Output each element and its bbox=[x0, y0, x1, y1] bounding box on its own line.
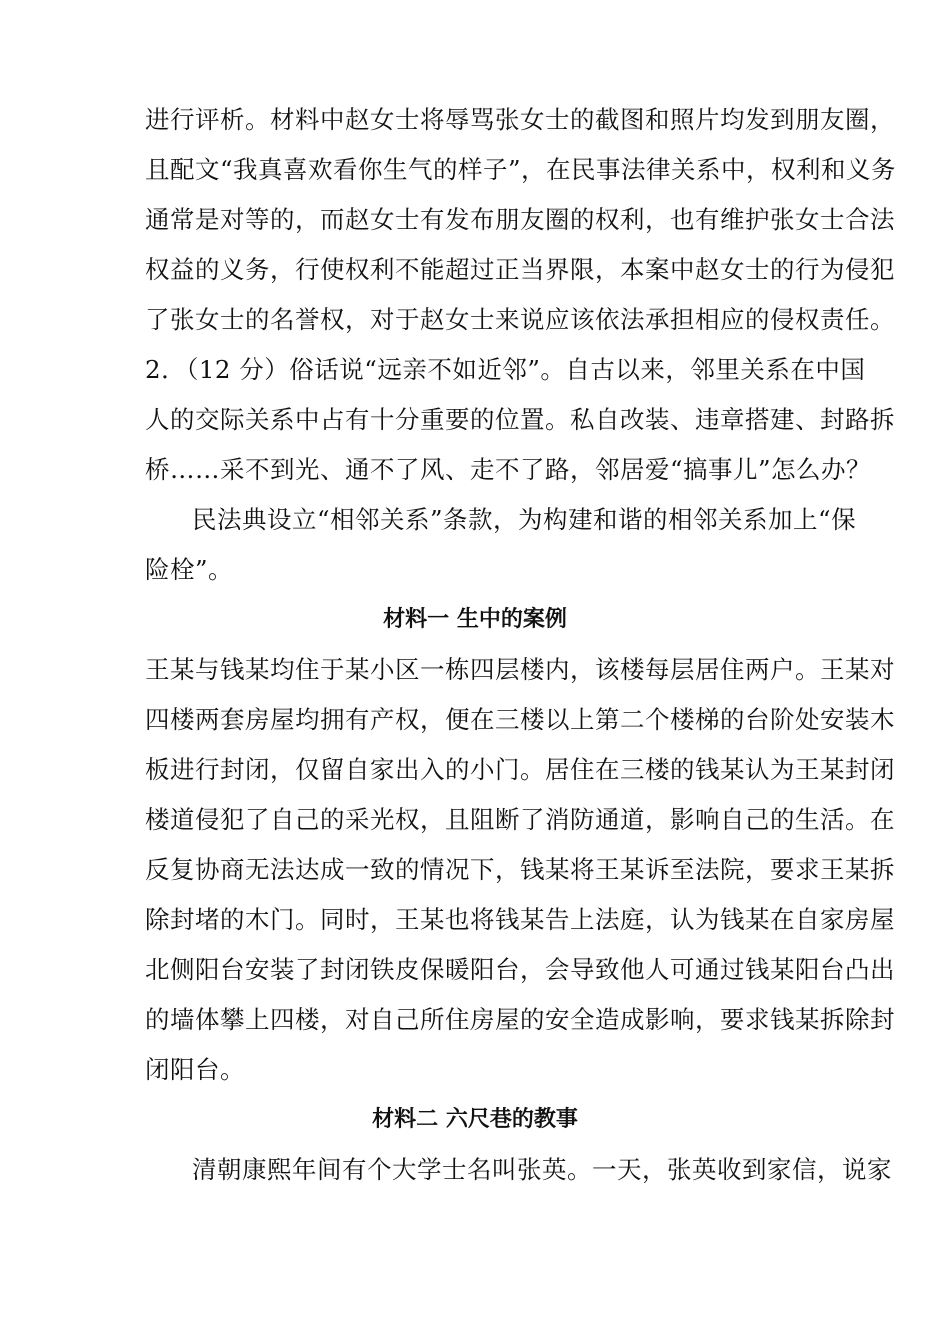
material1-title: 材料一 生中的案例 bbox=[383, 607, 567, 632]
text-line: 四楼两套房屋均拥有产权，便在三楼以上第二个楼梯的台阶处安装木 bbox=[145, 705, 895, 734]
material2-title: 材料二 六尺巷的教事 bbox=[372, 1107, 578, 1132]
text-line: 板进行封闭，仅留自家出入的小门。居住在三楼的钱某认为王某封闭 bbox=[145, 755, 895, 784]
text-line: 北侧阳台安装了封闭铁皮保暖阳台，会导致他人可通过钱某阳台凸出 bbox=[145, 955, 895, 984]
text-line: 清朝康熙年间有个大学士名叫张英。一天，张英收到家信，说家 bbox=[192, 1155, 892, 1184]
text-line: 反复协商无法达成一致的情况下，钱某将王某诉至法院，要求王某拆 bbox=[145, 855, 895, 884]
text-line: 进行评析。材料中赵女士将辱骂张女士的截图和照片均发到朋友圈， bbox=[145, 105, 895, 134]
text-line: 的墙体攀上四楼，对自己所住房屋的安全造成影响，要求钱某拆除封 bbox=[145, 1005, 895, 1034]
text-line: 闭阳台。 bbox=[145, 1055, 245, 1084]
question-line: 人的交际关系中占有十分重要的位置。私自改装、违章搭建、封路拆 bbox=[145, 405, 895, 434]
question-line: 2．（12 分）俗话说“远亲不如近邻”。自古以来，邻里关系在中国 bbox=[145, 355, 866, 384]
text-line: 通常是对等的，而赵女士有发布朋友圈的权利，也有维护张女士合法 bbox=[145, 205, 895, 234]
text-line: 了张女士的名誉权，对于赵女士来说应该依法承担相应的侵权责任。 bbox=[145, 305, 895, 334]
question-line: 桥……采不到光、通不了风、走不了路，邻居爱“搞事儿”怎么办？ bbox=[145, 455, 872, 484]
text-line: 楼道侵犯了自己的采光权，且阻断了消防通道，影响自己的生活。在 bbox=[145, 805, 895, 834]
text-line: 除封堵的木门。同时，王某也将钱某告上法庭，认为钱某在自家房屋 bbox=[145, 905, 895, 934]
text-line: 民法典设立“相邻关系”条款，为构建和谐的相邻关系加上“保 bbox=[192, 505, 857, 534]
text-line: 权益的义务，行使权利不能超过正当界限，本案中赵女士的行为侵犯 bbox=[145, 255, 895, 284]
text-line: 险栓”。 bbox=[145, 555, 234, 584]
text-line: 且配文“我真喜欢看你生气的样子”，在民事法律关系中，权利和义务 bbox=[145, 155, 897, 184]
text-line: 王某与钱某均住于某小区一栋四层楼内，该楼每层居住两户。王某对 bbox=[145, 655, 895, 684]
